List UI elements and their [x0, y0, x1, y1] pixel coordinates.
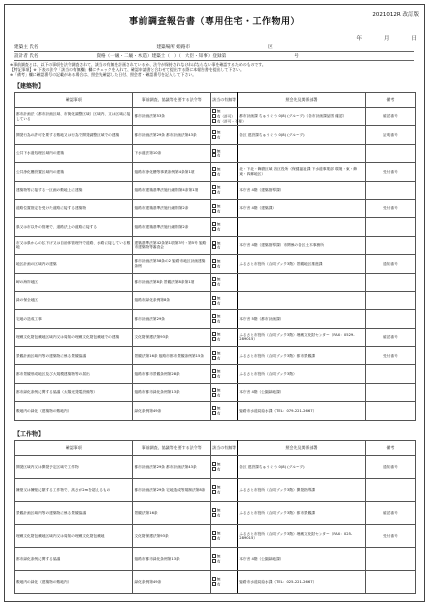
checkbox[interactable] [212, 462, 216, 466]
law-cell: 文化財保護法第93条 [133, 328, 210, 346]
table-header-row [15, 93, 416, 108]
checkbox[interactable] [212, 241, 216, 245]
remarks-cell[interactable] [365, 310, 415, 328]
item-cell: 景観計画区域内等の建築物に係る景観協議 [15, 347, 133, 365]
table-row [15, 525, 416, 548]
check-label: 有 [216, 356, 221, 361]
item-cell: 緑の保全地区 [15, 291, 133, 309]
check-option[interactable] [212, 319, 236, 324]
check-label: 無 [216, 130, 221, 135]
checkbox[interactable] [212, 369, 216, 373]
checkbox[interactable] [212, 388, 216, 392]
checkbox[interactable] [212, 282, 216, 286]
remarks-cell[interactable]: 確認番号 [365, 502, 415, 525]
table-row [15, 126, 416, 144]
checkbox[interactable] [212, 332, 216, 336]
checkbox[interactable] [212, 153, 216, 157]
law-cell: 姫路市都市緑化条例第13条 [133, 383, 210, 401]
table-row [15, 199, 416, 217]
checkbox[interactable] [212, 149, 216, 153]
checkbox[interactable] [212, 296, 216, 300]
law-cell: 文化財保護法第93条 [133, 525, 210, 548]
checkbox[interactable] [212, 119, 216, 123]
site-label: 建築場所 姫路市 [156, 45, 191, 50]
check-option[interactable] [212, 374, 236, 379]
check-option[interactable] [212, 337, 236, 342]
applicability-cell [210, 571, 237, 594]
check-option[interactable] [212, 582, 236, 587]
designer-label: 設計者 氏名 [14, 54, 39, 59]
item-cell: 埋蔵文化財包蔵地区域内又は周知の埋蔵文化財包蔵地 [15, 525, 133, 548]
license-label: 資格（一級・二級・木造）建築士（ [96, 54, 170, 59]
column-header: 事前調査、協議等を要する法令等 [133, 93, 210, 108]
check-label: 有 [216, 490, 221, 495]
checkbox[interactable] [212, 167, 216, 171]
remarks-cell[interactable] [365, 383, 415, 401]
check-label: 無 [216, 332, 221, 337]
applicability-cell [210, 456, 237, 479]
check-label: 無 [216, 259, 221, 264]
date-day: 日 [411, 36, 417, 42]
check-option[interactable] [212, 301, 236, 306]
contact-cell: 本庁舎 5階（都市計画課） [238, 310, 366, 328]
check-label: 無 [216, 554, 221, 559]
date-year: 年 [356, 36, 362, 42]
table-row [15, 218, 416, 236]
check-option[interactable] [212, 393, 236, 398]
check-label: 有 [216, 190, 221, 195]
ward-label: 区 [268, 45, 273, 50]
remarks-cell[interactable]: 受付番号 [365, 525, 415, 548]
checkbox[interactable] [212, 245, 216, 249]
check-option[interactable] [212, 153, 236, 158]
contact-cell: ふるさと市役所（合同ブック3階）景観地区推進課 [238, 255, 366, 273]
contact-cell [238, 144, 366, 162]
table-row [15, 571, 416, 594]
contact-cell: 姫路市水道局給水課（TEL：025-221-2667） [238, 571, 366, 594]
check-label: 無 [216, 149, 221, 154]
checkbox[interactable] [212, 406, 216, 410]
check-label: 有（許可） [216, 114, 235, 119]
check-label: 有 [216, 227, 221, 232]
check-label: 有 [216, 393, 221, 398]
remarks-cell[interactable] [365, 479, 415, 502]
contact-cell: 姫路市水道局給水課（TEL：079-221-2667） [238, 402, 366, 420]
applicability-cell [210, 144, 237, 162]
check-label: 有 [216, 172, 221, 177]
contact-cell: ふるさと市役所（合同ブック3階） [238, 365, 366, 383]
check-option[interactable] [212, 245, 236, 250]
column-header: 事前調査、協議等を要する法令等 [133, 441, 210, 456]
applicability-cell [210, 347, 237, 365]
check-label: 有 [216, 264, 221, 269]
contact-cell: 北・下北・飾磨区域 各区役所（保健福祉課 下水道事業部 環境・東・飾東・四郷地区） [238, 163, 366, 181]
item-cell: 景観計画区域内等の建築物に係る景観協議 [15, 502, 133, 525]
checkbox[interactable] [212, 109, 216, 113]
checkbox[interactable] [212, 536, 216, 540]
item-cell: 建築物等に接する一区画の敷地上に建築 [15, 181, 133, 199]
check-label: 無 [216, 485, 221, 490]
date-row [356, 34, 417, 42]
contact-cell: 都市計画課 ちゅうぐう 0(8) (グループ)（各市計画課品図 確認） [238, 108, 366, 126]
item-cell: 敷地内の緑化（建築物の敷地内） [15, 571, 133, 594]
contact-cell: ふるさと市役所（合同ブック3階）都市景観課 [238, 502, 366, 525]
contact-cell: 各区 建設課ちゅうぐう 0(8) (グループ) [238, 456, 366, 479]
table-row [15, 402, 416, 420]
check-label: 有 [216, 337, 221, 342]
designer-row [14, 53, 414, 61]
check-label: 有 [216, 582, 221, 587]
contact-cell: ふるさと市役所（合同ブック3階）都市景観課 [238, 347, 366, 365]
column-header: 備考 [365, 441, 415, 456]
check-label: 有 [216, 245, 221, 250]
contact-cell: 本庁舎 4階（建築指導課） [238, 181, 366, 199]
applicability-cell [210, 236, 237, 254]
law-cell: 姫路市都市緑化条例第13条 [133, 548, 210, 571]
check-label: 有 [216, 301, 221, 306]
structures-table [14, 440, 416, 594]
check-label: 無 [216, 204, 221, 209]
checkbox[interactable] [212, 264, 216, 268]
table-row [15, 255, 416, 273]
applicability-cell [210, 273, 237, 291]
contact-cell: 本庁舎 4階（建築課） [238, 199, 366, 217]
column-header: 該当の有無等 [210, 441, 237, 456]
law-cell: 都市計画法第29条 [133, 310, 210, 328]
applicability-cell [210, 108, 246, 126]
law-cell: 姫路市建築基準法施行細則第4条第1項 [133, 181, 210, 199]
item-cell: 都市緑化条例に関する協議 [15, 548, 133, 571]
checkbox[interactable] [212, 277, 216, 281]
law-cell: 緑化条例第49条 [133, 571, 210, 594]
table-row [15, 502, 416, 525]
item-cell: 都市緑化条例に関する協議（太陽光発電設備等） [15, 383, 133, 401]
check-label: 無 [216, 508, 221, 513]
remarks-cell[interactable] [365, 291, 415, 309]
license-mid: ）（ [173, 54, 181, 59]
check-label: 有 [216, 319, 221, 324]
checkbox[interactable] [212, 582, 216, 586]
contact-cell: 本庁舎 4階（公園緑地課） [238, 548, 366, 571]
check-label: 有 [216, 467, 221, 472]
checkbox[interactable] [212, 314, 216, 318]
item-cell: 岬の海岸地区 [15, 273, 133, 291]
checkbox[interactable] [212, 508, 216, 512]
applicability-cell [210, 218, 237, 236]
checkbox[interactable] [212, 337, 216, 341]
law-cell: 都市計画法第58条の2 姫路市地区計画建築条例 [133, 255, 210, 273]
check-option[interactable] [212, 356, 236, 361]
checkbox[interactable] [212, 227, 216, 231]
remarks-cell[interactable] [365, 365, 415, 383]
check-option[interactable] [212, 119, 246, 124]
applicability-cell [210, 383, 237, 401]
check-label: 有 [216, 536, 221, 541]
note-line: 【特記事項】※ 下表の法令「該当の有無欄」欄にチェックを入れて、確認申請書と合わせて提出する際に本報告書を提出して下さい。 [10, 67, 244, 73]
law-cell: 都市計画法第29条 宅地造成等規制法第8条 [133, 479, 210, 502]
remarks-cell[interactable] [365, 218, 415, 236]
table-row [15, 181, 416, 199]
check-label: 無 [216, 577, 221, 582]
column-header: 確認事項 [15, 93, 133, 108]
check-option[interactable] [212, 536, 236, 541]
check-option[interactable] [212, 282, 236, 287]
table-row [15, 328, 416, 346]
check-label: 有 [216, 135, 221, 140]
law-cell: 姫路市建築基準法施行細則第2条 [133, 199, 210, 217]
contact-cell: ふるさと市役所（合同ブック3階）埋蔵文化財センター（FAX：025-289015） [238, 525, 366, 548]
notes-block [10, 62, 418, 78]
law-cell: 都市計画法第29条 都市計画法第43条 [133, 456, 210, 479]
law-cell: 都市計画法第8条 景観法第8条第1項 [133, 273, 210, 291]
applicability-cell [210, 525, 237, 548]
remarks-cell[interactable]: 通知番号 [365, 456, 415, 479]
item-cell: 都市景観形成地区及び大規模建築物等の届出 [15, 365, 133, 383]
check-label: 無 [216, 531, 221, 536]
check-option[interactable] [212, 264, 236, 269]
checkbox[interactable] [212, 554, 216, 558]
item-cell: 県又は市以外の管理で、道路法上の道路に接する [15, 218, 133, 236]
checkbox[interactable] [212, 319, 216, 323]
table-row [15, 548, 416, 571]
checkbox[interactable] [212, 185, 216, 189]
applicability-cell [210, 291, 237, 309]
check-label: 無 [216, 185, 221, 190]
check-label: 無 [216, 351, 221, 356]
table-row [15, 310, 416, 328]
remarks-cell[interactable] [365, 144, 415, 162]
table-row [15, 108, 416, 126]
document-title: 事前調査報告書（専用住宅・工作物用） [128, 17, 300, 27]
remarks-cell[interactable] [365, 548, 415, 571]
check-option[interactable] [212, 467, 236, 472]
applicability-cell [210, 310, 237, 328]
applicability-cell [210, 126, 237, 144]
remarks-cell[interactable]: 受付番号 [365, 163, 415, 181]
law-cell: 都市計画法第29条 都市計画法第43条 [133, 126, 210, 144]
applicability-cell [210, 502, 237, 525]
check-label: 無 [216, 369, 221, 374]
check-label: 無 [216, 406, 221, 411]
remarks-cell[interactable]: 受付番号 [365, 199, 415, 217]
check-label: 無 [216, 314, 221, 319]
checkbox[interactable] [212, 467, 216, 471]
applicability-cell [210, 255, 237, 273]
checkbox[interactable] [212, 490, 216, 494]
checkbox[interactable] [212, 374, 216, 378]
checkbox[interactable] [212, 114, 216, 118]
column-header: 確認事項 [15, 441, 133, 456]
column-header: 該当の有無等 [210, 93, 237, 108]
check-label: 有 [216, 513, 221, 518]
table-row [15, 273, 416, 291]
item-cell: 敷地内の緑化（建築物の敷地内） [15, 402, 133, 420]
checkbox[interactable] [212, 130, 216, 134]
remarks-cell[interactable]: 証明番号 [365, 126, 415, 144]
checkbox[interactable] [212, 172, 216, 176]
law-cell: 景観法第16条 姫路市都市景観条例第15条 [133, 347, 210, 365]
check-option[interactable] [212, 227, 236, 232]
check-option[interactable] [212, 411, 236, 416]
table-row [15, 291, 416, 309]
check-label: 無 [216, 222, 221, 227]
item-cell: 都市計画法（都市計画区域、市街化調整区域）区域内、又は区域に接している [15, 108, 133, 126]
checkbox[interactable] [212, 513, 216, 517]
applicability-cell [210, 479, 237, 502]
law-cell: 都市計画法第53条 [133, 108, 210, 126]
check-label: 有 [216, 411, 221, 416]
remarks-cell[interactable]: 確認番号 [365, 108, 415, 126]
checkbox[interactable] [212, 411, 216, 415]
check-label: 有 [216, 209, 221, 214]
remarks-cell[interactable] [365, 236, 415, 254]
checkbox[interactable] [212, 351, 216, 355]
checkbox[interactable] [212, 222, 216, 226]
check-label: 無 [216, 388, 221, 393]
item-cell: 市又は県からの払下げ又は自治体管理外で道路、水路に接している敷地 [15, 236, 133, 254]
check-option[interactable] [212, 190, 236, 195]
number-label: 号 [294, 54, 299, 59]
remarks-cell[interactable] [365, 181, 415, 199]
remarks-cell[interactable] [365, 273, 415, 291]
check-label: 無 [216, 462, 221, 467]
table-row [15, 365, 416, 383]
checkbox[interactable] [212, 485, 216, 489]
item-cell: 道路位置指定を受けた道路に接する建築物 [15, 199, 133, 217]
item-cell: 擁壁又は擁壁に類する工作物で、高さが2mを超えるもの [15, 479, 133, 502]
applicability-cell [210, 402, 237, 420]
check-label: 有 [216, 374, 221, 379]
section-heading-structures: 【工作物】 [14, 431, 45, 438]
law-cell: 姫路市建築基準法施行細則第2条 [133, 218, 210, 236]
law-cell: 姫路市都市景観条例第28条 [133, 365, 210, 383]
item-cell: 宅地の造成工事 [15, 310, 133, 328]
check-label: 無 [216, 109, 221, 114]
check-label: 有 [216, 559, 221, 564]
check-label: 無 [216, 241, 221, 246]
law-cell: 建築基準法第42条第1項第3号・第5号 姫路市建築物等審査会 [133, 236, 210, 254]
version-label: 2021012R 改訂版 [372, 12, 419, 18]
table-row [15, 163, 416, 181]
applicability-cell [210, 548, 237, 571]
contact-cell [238, 273, 366, 291]
contact-cell: 本庁舎 4階（建築指導課）市関係の各区土木事務所 [238, 236, 366, 254]
contact-cell: ふるさと市役所（合同ブック3階）開発指導課 [238, 479, 366, 502]
checkbox[interactable] [212, 204, 216, 208]
note-line: ※事前調査とは、以下の事項を法令調査されて、該当の有無を計画されているか、法令が保持されなければならない事を確認するためのものです。 [10, 62, 266, 67]
column-header: 照会先及関係部署 [238, 93, 366, 108]
check-option[interactable] [212, 513, 236, 518]
table-row [15, 236, 416, 254]
checkbox[interactable] [212, 577, 216, 581]
check-label: 有（許可・不要） [216, 119, 246, 124]
law-cell: 姫路市緑化条例第8条 [133, 291, 210, 309]
applicability-cell [210, 181, 237, 199]
check-option[interactable] [212, 209, 236, 214]
check-option[interactable] [212, 135, 236, 140]
column-header: 照会先及関係部署 [238, 441, 366, 456]
remarks-cell[interactable] [365, 571, 415, 594]
check-label: 無 [216, 277, 221, 282]
applicability-cell [210, 328, 237, 346]
table-row [15, 144, 416, 162]
law-cell: 景観法第16条 [133, 502, 210, 525]
item-cell: 公共浄化槽設置区域内の建築 [15, 163, 133, 181]
checkbox[interactable] [212, 190, 216, 194]
check-option[interactable] [212, 172, 236, 177]
table-row [15, 456, 416, 479]
applicability-cell [210, 365, 237, 383]
check-option[interactable] [212, 559, 236, 564]
applicability-cell [210, 163, 237, 181]
item-cell: 公共下水道処理区域内の建築 [15, 144, 133, 162]
item-cell: 埋蔵文化財包蔵地区域内又は周知の埋蔵文化財包蔵地での建築 [15, 328, 133, 346]
law-cell: 姫路市浄化槽等事業条例第4条第1項 [133, 163, 210, 181]
check-option[interactable] [212, 490, 236, 495]
contact-cell: 本庁舎 4階（公園緑地課） [238, 383, 366, 401]
check-label: 無 [216, 167, 221, 172]
checkbox[interactable] [212, 531, 216, 535]
checkbox[interactable] [212, 301, 216, 305]
check-label: 無 [216, 296, 221, 301]
contact-cell [238, 291, 366, 309]
owner-row [14, 44, 414, 52]
item-cell: 地区計画の区域内の建築 [15, 255, 133, 273]
check-label: 有 [216, 153, 221, 158]
column-header: 備考 [365, 93, 415, 108]
section-heading-buildings: 【建築物】 [14, 83, 45, 90]
table-header-row [15, 441, 416, 456]
remarks-cell[interactable]: 確認番号 [365, 328, 415, 346]
owner-label: 建築主 氏名 [14, 45, 39, 50]
law-cell: 緑化条例第49条 [133, 402, 210, 420]
item-cell: 開発行為の許可を要する敷地又は行為で開発調整区域での建築 [15, 126, 133, 144]
checkbox[interactable] [212, 209, 216, 213]
check-label: 有 [216, 282, 221, 287]
contact-cell: 各区 建設課ちゅうぐう 0(8) (グループ) [238, 126, 366, 144]
contact-cell: ふるさと市役所（合同ブック3階）埋蔵文化財センター（FAX：0529-289015） [238, 328, 366, 346]
table-row [15, 383, 416, 401]
item-cell: 開発区域内又は開発予定区域で工作物 [15, 456, 133, 479]
remarks-cell[interactable] [365, 402, 415, 420]
table-row [15, 479, 416, 502]
checkbox[interactable] [212, 559, 216, 563]
checkbox[interactable] [212, 356, 216, 360]
table-row [15, 347, 416, 365]
date-month: 月 [383, 36, 390, 42]
remarks-cell[interactable]: 通知番号 [365, 255, 415, 273]
license-end: 大臣・知事）登録第 [184, 54, 227, 59]
checkbox[interactable] [212, 259, 216, 263]
checkbox[interactable] [212, 135, 216, 139]
law-cell: 下水道法第10条 [133, 144, 210, 162]
checkbox[interactable] [212, 393, 216, 397]
buildings-table [14, 92, 416, 421]
applicability-cell [210, 199, 237, 217]
contact-cell [238, 218, 366, 236]
note-line: ※「備考」欄に確認番号の記載がある場合は、照会先確認した日付、照会者・確認番号を記入して下さい。 [10, 72, 197, 78]
remarks-cell[interactable]: 受付番号 [365, 347, 415, 365]
